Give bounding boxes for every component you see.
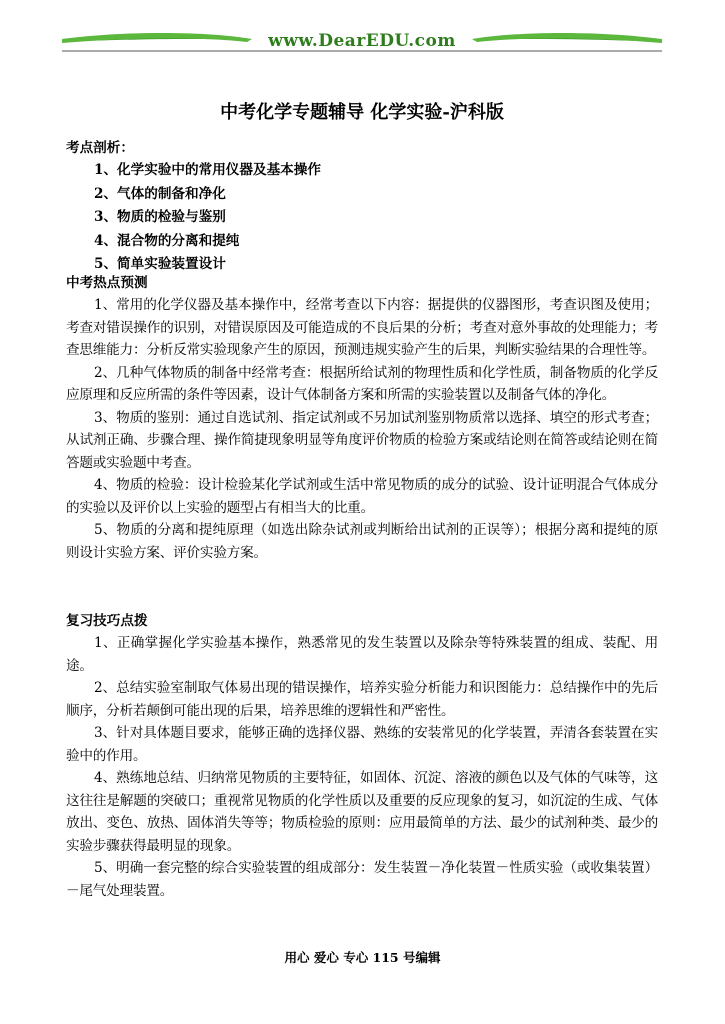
page-title: 中考化学专题辅导 化学实验-沪科版	[220, 102, 504, 123]
paragraph: 2、几种气体物质的制备中经常考查：根据所给试剂的物理性质和化学性质，制备物质的化学反应原理和反应所需的条件等因素，设计气体制备方案和所需的实验装置以及制备气体的净化。	[66, 364, 658, 403]
paragraph: 1、正确掌握化学实验基本操作，熟悉常见的发生装置以及除杂等特殊装置的组成、装配、用途。	[66, 635, 658, 674]
paragraph: 1、常用的化学仪器及基本操作中，经常考查以下内容：据提供的仪器图形，考查识图及使用；考查对错误操作的识别，对错误原因及可能造成的不良后果的分析；考查对意外事故的处理能力；考查思维能力：分析反常实验现象产生的原因，预测违规实验产生的后果，判断实验结果的合理性等。	[66, 297, 658, 358]
section-heading: 考点剖析：	[66, 140, 134, 156]
section-review-tips	[66, 610, 658, 902]
section-heading: 中考热点预测	[66, 275, 148, 291]
paragraph: 2、总结实验室制取气体易出现的错误操作，培养实验分析能力和识图能力：总结操作中的先后顺序，分析若颠倒可能出现的后果，培养思维的逻辑性和严密性。	[66, 680, 658, 719]
paragraph: 3、针对具体题目要求，能够正确的选择仪器、熟练的安装常见的化学装置，弄清各套装置在实验中的作用。	[66, 725, 658, 764]
section-heading: 复习技巧点拨	[66, 613, 148, 629]
site-header	[62, 22, 662, 62]
list-item: 2、气体的制备和净化	[94, 185, 226, 202]
paragraph: 5、物质的分离和提纯原理（如选出除杂试剂或判断给出试剂的正误等）；根据分离和提纯的原则设计实验方案、评价实验方案。	[66, 522, 658, 561]
list-item: 4、混合物的分离和提纯	[94, 232, 240, 249]
page-footer: 用心 爱心 专心 115 号编辑	[284, 950, 441, 965]
list-item: 1、化学实验中的常用仪器及基本操作	[94, 162, 321, 178]
paragraph: 4、熟练地总结、归纳常见物质的主要特征，如固体、沉淀、溶液的颜色以及气体的气味等，这这往往是解题的突破口；重视常见物质的化学性质以及重要的反应现象的复习，如沉淀的生成、气体放出、变色、放热、固体消失等等；物质检验的原则：应用最简单的方法、最少的试剂种类、最少的实验步骤获得最明显的现象。	[66, 770, 658, 854]
list-item: 3、物质的检验与鉴别	[94, 209, 226, 225]
section-hot-predictions	[66, 272, 658, 564]
paragraph: 3、物质的鉴别：通过自选试剂、指定试剂或不另加试剂鉴别物质常以选择、填空的形式考查；从试剂正确、步骤合理、操作简捷现象明显等角度评价物质的检验方案或结论则在简答或结论则在简答题或实验题中考查。	[66, 409, 658, 471]
section-exam-points	[66, 137, 658, 277]
list-item: 5、简单实验装置设计	[94, 256, 226, 272]
site-url[interactable]: www.DearEDU.com	[268, 31, 456, 51]
paragraph: 4、物质的检验：设计检验某化学试剂或生活中常见物质的成分的试验、设计证明混合气体成分的实验以及评价以上实验的题型占有相当大的比重。	[66, 477, 658, 516]
paragraph: 5、明确一套完整的综合实验装置的组成部分：发生装置－净化装置－性质实验（或收集装置）－尾气处理装置。	[66, 860, 658, 899]
